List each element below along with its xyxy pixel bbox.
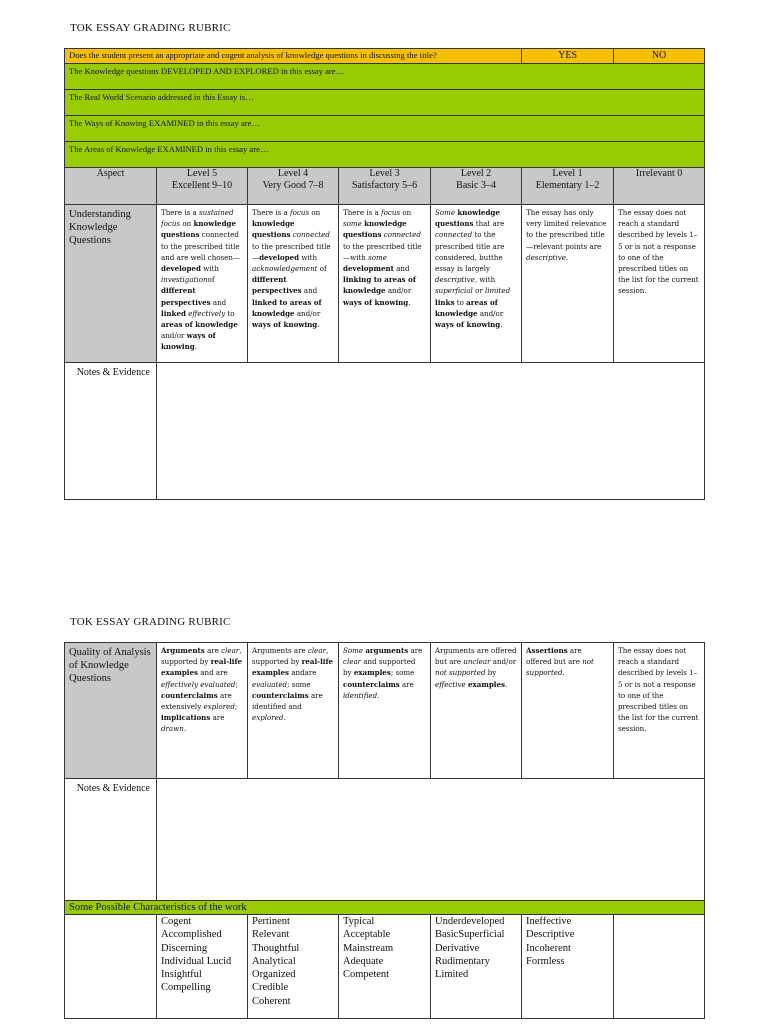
characteristics-level-5	[157, 915, 247, 995]
characteristic-word: Pertinent	[252, 916, 290, 927]
level-name: Level 5	[186, 168, 218, 179]
descriptor-cell	[431, 643, 522, 779]
level-1-header	[522, 168, 614, 205]
characteristic-word: Acceptable	[343, 929, 391, 941]
characteristic-word: Underdeveloped	[435, 916, 505, 927]
descriptor-cell	[522, 205, 614, 363]
level-4-header	[248, 168, 339, 205]
level-range: Satisfactory 5–6	[351, 180, 418, 191]
characteristics-level-3	[339, 915, 430, 981]
yes-label: YES	[558, 50, 578, 61]
ways-of-knowing-label: The Ways of Knowing EXAMINED in this essay are…	[69, 118, 261, 128]
descriptor-cell	[157, 205, 248, 363]
characteristics-cell	[248, 915, 339, 1019]
descriptor-level-4: There is a focus on knowledge questions connected to the prescribed title—developed with acknowledgement of different perspectives and linked to areas of knowledge and/or ways of knowing.	[252, 208, 331, 330]
characteristic-word: Accomplished	[161, 929, 222, 941]
level-name: Irrelevant 0	[635, 168, 683, 179]
characteristic-word: Relevant	[252, 929, 290, 941]
page-title: TOK ESSAY GRADING RUBRIC	[70, 22, 231, 34]
descriptor-cell	[339, 205, 431, 363]
level-name: Level 4	[277, 168, 309, 179]
characteristic-word: Descriptive	[526, 929, 575, 941]
descriptor-level-2: Arguments are offered but are unclear and/or not supported by effective examples.	[435, 646, 517, 689]
descriptor-level-5: There is a sustained focus on knowledge questions connected to the prescribed title and are well chosen—developed with investigationof different perspectives and linked effectively to areas of knowledge and/or ways of knowing.	[161, 208, 241, 352]
question-cell	[65, 49, 522, 64]
descriptor-level-1: The essay has only very limited relevance to the prescribed title—relevant points are descriptive.	[526, 208, 607, 262]
descriptor-irrelevant: The essay does not reach a standard described by levels 1–5 or is not a response to one of the prescribed titles on the list for the current session.	[618, 208, 699, 296]
aspect-name: Quality of Analysis of Knowledge Questions	[69, 647, 151, 684]
characteristic-word: Coherent	[252, 995, 291, 1007]
characteristic-word: Competent	[343, 969, 390, 981]
descriptor-cell	[248, 205, 339, 363]
aspect-cell	[65, 643, 157, 779]
characteristic-word: Ineffective	[526, 916, 572, 927]
characteristic-word: Individual Lucid	[161, 955, 232, 967]
descriptor-cell	[614, 643, 705, 779]
level-2-header	[431, 168, 522, 205]
notes-label-cell	[65, 363, 157, 500]
characteristic-word: Typical	[343, 916, 375, 927]
characteristic-word: Derivative	[435, 942, 480, 954]
descriptor-cell	[522, 643, 614, 779]
descriptor-cell	[157, 643, 248, 779]
characteristic-word: Rudimentary	[435, 955, 490, 967]
level-5-header	[157, 168, 248, 205]
level-name: Level 1	[552, 168, 583, 179]
characteristic-word: Mainstream	[343, 942, 394, 954]
notes-evidence-area[interactable]	[157, 363, 705, 500]
real-world-scenario-label: The Real World Scenario addressed in this Essay is…	[69, 92, 254, 102]
yes-cell	[522, 49, 614, 64]
characteristic-word: Cogent	[161, 916, 192, 927]
knowledge-questions-label: The Knowledge questions DEVELOPED AND EXPLORED in this essay are…	[69, 66, 345, 76]
characteristic-word: Incoherent	[526, 942, 571, 954]
characteristic-word: Limited	[435, 969, 469, 981]
rubric-table-understanding	[64, 48, 705, 500]
characteristics-cell	[522, 915, 614, 1019]
descriptor-irrelevant: The essay does not reach a standard described by levels 1–5 or is not a response to one of the prescribed titles on the list for the current session.	[618, 646, 699, 734]
descriptor-cell	[248, 643, 339, 779]
descriptor-level-1: Assertions are offered but are not supported.	[526, 646, 594, 678]
rubric-table-analysis	[64, 642, 705, 1019]
characteristics-header	[65, 901, 705, 915]
level-range: Basic 3–4	[456, 180, 496, 191]
no-label: NO	[651, 50, 667, 61]
characteristics-title: Some Possible Characteristics of the work	[69, 902, 247, 913]
descriptor-cell	[431, 205, 522, 363]
descriptor-level-3: There is a focus on some knowledge questions connected to the prescribed title—with some development and linking to areas of knowledge and/or ways of knowing.	[343, 208, 422, 307]
irrelevant-header	[614, 168, 705, 205]
characteristics-level-4	[248, 915, 338, 1008]
question-text: Does the student present an appropriate and cogent analysis of knowledge questions in discussing the title?	[69, 50, 437, 60]
descriptor-cell	[614, 205, 705, 363]
areas-of-knowledge-row	[65, 142, 705, 168]
aspect-name: Understanding Knowledge Questions	[69, 209, 131, 246]
characteristics-cell	[339, 915, 431, 1019]
descriptor-cell	[339, 643, 431, 779]
characteristics-cell	[431, 915, 522, 1019]
knowledge-questions-row	[65, 64, 705, 90]
level-name: Level 3	[369, 168, 400, 179]
characteristic-word: Analytical	[252, 955, 296, 967]
characteristics-level-1	[522, 915, 613, 968]
characteristics-cell	[614, 915, 705, 1019]
no-cell	[614, 49, 705, 64]
ways-of-knowing-row	[65, 116, 705, 142]
page-title: TOK ESSAY GRADING RUBRIC	[70, 616, 231, 628]
characteristic-word: Organized	[252, 969, 296, 981]
notes-label-cell	[65, 779, 157, 901]
aspect-cell	[65, 205, 157, 363]
characteristic-word: Formless	[526, 955, 565, 967]
aspect-header-label: Aspect	[96, 168, 125, 179]
notes-evidence-label: Notes & Evidence	[76, 367, 150, 378]
descriptor-level-3: Some arguments are clear and supported by examples; some counterclaims are identified.	[343, 646, 423, 700]
descriptor-level-4: Arguments are clear, supported by real-life examples andare evaluated; some counterclaims are identified and explored.	[252, 646, 334, 723]
characteristic-word: Thoughtful	[252, 942, 300, 954]
characteristics-cell	[157, 915, 248, 1019]
aspect-header	[65, 168, 157, 205]
characteristic-word: Insightful	[161, 969, 202, 981]
characteristics-blank-cell	[65, 915, 157, 1019]
characteristic-word: Credible	[252, 982, 289, 994]
areas-of-knowledge-label: The Areas of Knowledge EXAMINED in this essay are…	[69, 144, 269, 154]
notes-evidence-label: Notes & Evidence	[76, 783, 150, 794]
level-name: Level 2	[460, 168, 492, 179]
characteristic-word: Adequate	[343, 955, 384, 967]
characteristic-word: BasicSuperficial	[435, 929, 505, 941]
characteristic-word: Discerning	[161, 942, 208, 954]
notes-evidence-area[interactable]	[157, 779, 705, 901]
descriptor-level-2: Some knowledge questions that are connected to the prescribed title are considered, butthe essay is largely descriptive, with superficial or limited links to areas of knowledge and/or ways of knowing.	[435, 208, 511, 330]
level-3-header	[339, 168, 431, 205]
level-range: Elementary 1–2	[535, 180, 600, 191]
level-range: Excellent 9–10	[171, 180, 233, 191]
characteristics-level-2	[431, 915, 521, 981]
real-world-scenario-row	[65, 90, 705, 116]
level-range: Very Good 7–8	[262, 180, 324, 191]
characteristic-word: Compelling	[161, 982, 211, 994]
descriptor-level-5: Arguments are clear, supported by real-life examples and are effectively evaluated; counterclaims are extensively explored; implications are drawn.	[161, 646, 243, 734]
